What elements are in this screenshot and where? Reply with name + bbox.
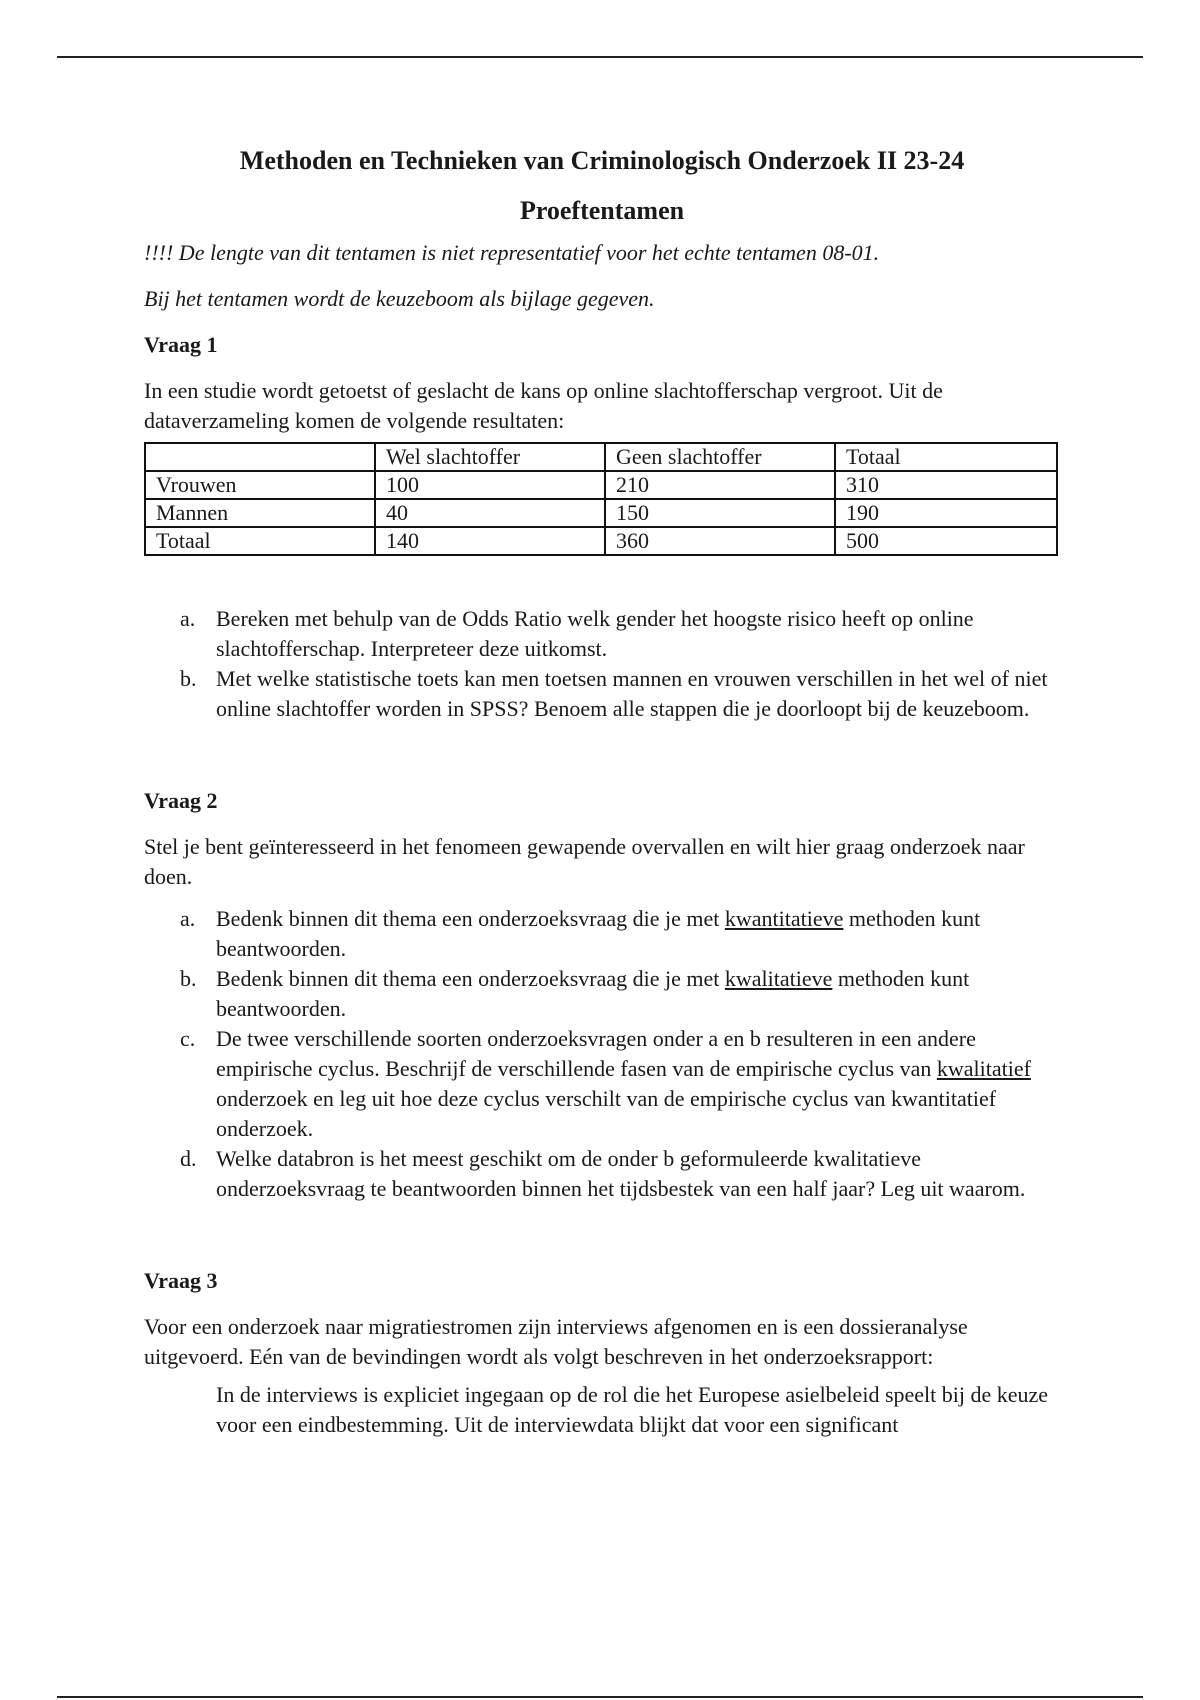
table-header-cell bbox=[145, 443, 375, 471]
subquestion-text-pre: De twee verschillende soorten onderzoeksvragen onder a en b resulteren in een andere empirische cyclus. Beschrijf de verschillende fasen van de empirische cyclus van bbox=[216, 1026, 976, 1081]
table-cell: 360 bbox=[605, 527, 835, 555]
underlined-term: kwantitatieve bbox=[724, 906, 844, 931]
note-appendix: Bij het tentamen wordt de keuzeboom als bijlage gegeven. bbox=[144, 286, 655, 311]
table-header-cell: Wel slachtoffer bbox=[375, 443, 605, 471]
list-marker: d. bbox=[180, 1146, 197, 1171]
subquestion-text-pre: Bedenk binnen dit thema een onderzoeksvraag die je met bbox=[216, 966, 725, 991]
question-2-intro: Stel je bent geïnteresseerd in het fenomeen gewapende overvallen en wilt hier graag onderzoek naar doen. bbox=[144, 834, 1025, 889]
document-page bbox=[144, 140, 1060, 1440]
question-2-heading: Vraag 2 bbox=[144, 788, 218, 813]
question-1-intro: In een studie wordt getoetst of geslacht de kans op online slachtofferschap vergroot. Uit de dataverzameling komen de volgende resultaten: bbox=[144, 378, 943, 433]
subquestion-text: Bereken met behulp van de Odds Ratio welk gender het hoogste risico heeft op online slachtofferschap. Interpreteer deze uitkomst. bbox=[216, 606, 974, 661]
page-title: Methoden en Technieken van Criminologisch Onderzoek II 23-24 bbox=[239, 146, 965, 175]
subquestion-1b bbox=[144, 664, 1060, 724]
list-marker: a. bbox=[180, 906, 196, 931]
subquestion-2b bbox=[144, 964, 1060, 1024]
subquestion-2a bbox=[144, 904, 1060, 964]
top-rule bbox=[57, 56, 1143, 58]
list-marker: a. bbox=[180, 606, 196, 631]
subquestion-text: Welke databron is het meest geschikt om de onder b geformuleerde kwalitatieve onderzoeksvraag te beantwoorden binnen het tijdsbestek van een half jaar? Leg uit waarom. bbox=[216, 1146, 1026, 1201]
list-marker: b. bbox=[180, 966, 197, 991]
list-marker: c. bbox=[180, 1026, 196, 1051]
question-3-heading: Vraag 3 bbox=[144, 1268, 218, 1293]
table-row bbox=[145, 471, 1057, 499]
question-2-subquestions bbox=[144, 904, 1060, 1204]
table-cell: 190 bbox=[835, 499, 1057, 527]
table-cell: 100 bbox=[375, 471, 605, 499]
bottom-rule bbox=[57, 1696, 1143, 1698]
table-cell: 500 bbox=[835, 527, 1057, 555]
subquestion-2c bbox=[144, 1024, 1060, 1144]
subquestion-2d bbox=[144, 1144, 1060, 1204]
table-cell: Mannen bbox=[145, 499, 375, 527]
subquestion-1a bbox=[144, 604, 1060, 664]
question-1-subquestions bbox=[144, 604, 1060, 724]
table-cell: 150 bbox=[605, 499, 835, 527]
table-cell: 40 bbox=[375, 499, 605, 527]
subquestion-text-pre: Bedenk binnen dit thema een onderzoeksvraag die je met bbox=[216, 906, 725, 931]
list-marker: b. bbox=[180, 666, 197, 691]
question-1-heading: Vraag 1 bbox=[144, 332, 218, 357]
underlined-term: kwalitatief bbox=[936, 1056, 1031, 1081]
table-header-row bbox=[145, 443, 1057, 471]
note-length: !!!! De lengte van dit tentamen is niet representatief voor het echte tentamen 08-01. bbox=[144, 240, 880, 265]
subquestion-text-post: methoden kunt beantwoorden. bbox=[216, 906, 981, 961]
results-table bbox=[144, 442, 1058, 556]
table-cell: Vrouwen bbox=[145, 471, 375, 499]
table-header-cell: Geen slachtoffer bbox=[605, 443, 835, 471]
table-cell: 140 bbox=[375, 527, 605, 555]
question-3-intro: Voor een onderzoek naar migratiestromen zijn interviews afgenomen en is een dossieranalyse uitgevoerd. Eén van de bevindingen wordt als volgt beschreven in het onderzoeksrapport: bbox=[144, 1314, 968, 1369]
table-cell: 210 bbox=[605, 471, 835, 499]
table-row bbox=[145, 527, 1057, 555]
subquestion-text: Met welke statistische toets kan men toetsen mannen en vrouwen verschillen in het wel of niet online slachtoffer worden in SPSS? Benoem alle stappen die je doorloopt bij de keuzeboom. bbox=[216, 666, 1048, 721]
subquestion-text-post: onderzoek en leg uit hoe deze cyclus verschilt van de empirische cyclus van kwantitatief onderzoek. bbox=[216, 1086, 997, 1141]
table-cell: 310 bbox=[835, 471, 1057, 499]
table-cell: Totaal bbox=[145, 527, 375, 555]
table-header-cell: Totaal bbox=[835, 443, 1057, 471]
subquestion-text-post: methoden kunt beantwoorden. bbox=[216, 966, 970, 1021]
underlined-term: kwalitatieve bbox=[724, 966, 833, 991]
table-row bbox=[145, 499, 1057, 527]
page-subtitle: Proeftentamen bbox=[519, 196, 685, 225]
report-quote: In de interviews is expliciet ingegaan op de rol die het Europese asielbeleid speelt bij de keuze voor een eindbestemming. Uit de interviewdata blijkt dat voor een significant bbox=[216, 1382, 1049, 1437]
